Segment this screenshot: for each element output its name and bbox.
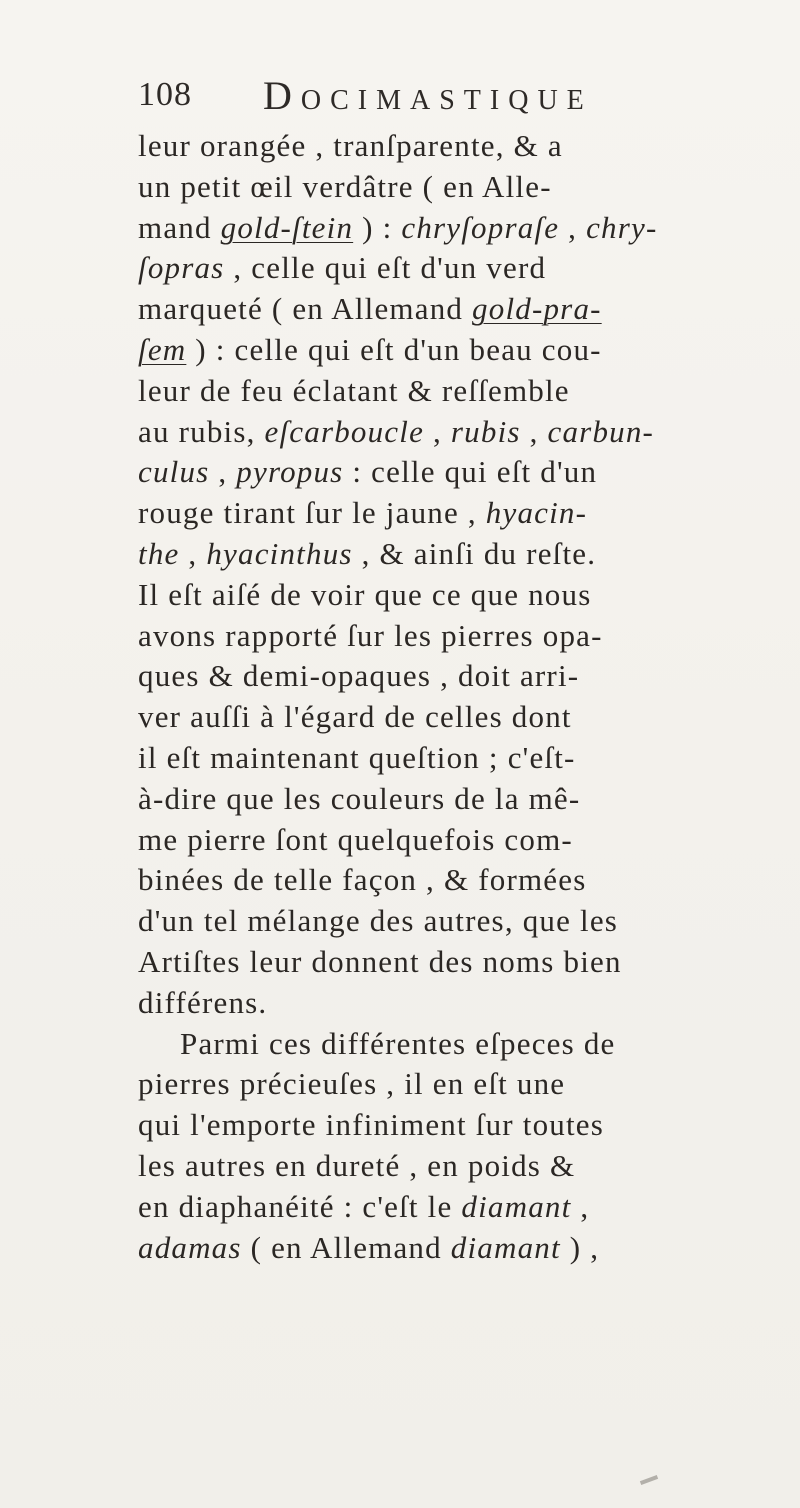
text-line xyxy=(138,208,768,249)
text-run: qui l'emporte infiniment ſur toutes xyxy=(138,1107,605,1143)
italic-term: carbun- xyxy=(547,413,655,449)
italic-term: ſem xyxy=(138,331,187,367)
text-run: marqueté ( en Allemand xyxy=(138,291,473,327)
text-run: en diaphanéité : c'eſt le xyxy=(138,1188,462,1224)
text-run: avons rapporté ſur les pierres opa- xyxy=(138,617,603,653)
text-run: , xyxy=(559,209,587,245)
text-run: , xyxy=(520,413,548,449)
text-run: , xyxy=(424,413,451,449)
text-run: mand xyxy=(138,209,221,245)
text-line xyxy=(138,779,768,820)
text-line xyxy=(138,126,768,167)
text-run: Artiſtes leur donnent des noms bien xyxy=(138,943,622,979)
italic-term: diamant xyxy=(461,1188,572,1224)
text-line xyxy=(138,493,768,534)
text-line xyxy=(138,616,768,657)
text-run: ) : celle qui eſt d'un beau cou- xyxy=(186,331,602,367)
italic-term: adamas xyxy=(138,1229,242,1265)
italic-term: culus xyxy=(138,454,210,490)
text-line xyxy=(138,1228,768,1269)
text-run: au rubis, xyxy=(138,413,265,449)
text-run: leur orangée , tranſparente, & a xyxy=(138,128,563,163)
text-line xyxy=(138,534,768,575)
text-line xyxy=(138,1105,768,1146)
text-line xyxy=(138,697,768,738)
text-run: d'un tel mélange des autres, que les xyxy=(138,903,619,939)
text-run: différens. xyxy=(138,984,268,1020)
text-line xyxy=(138,1187,768,1228)
text-run: à-dire que les couleurs de la mê- xyxy=(138,780,581,816)
italic-term: chry- xyxy=(586,209,658,245)
italic-term: gold-ſtein xyxy=(220,209,354,245)
text-run: , & ainſi du reſte. xyxy=(352,535,597,571)
text-run: Parmi ces différentes eſpeces de xyxy=(180,1025,616,1061)
text-run: ver auſſi à l'égard de celles dont xyxy=(138,699,572,735)
text-line xyxy=(138,820,768,861)
text-run: rouge tirant ſur le jaune , xyxy=(138,495,486,531)
text-line xyxy=(138,167,768,208)
italic-term: hyacinthus xyxy=(206,535,353,571)
text-line xyxy=(138,248,768,289)
text-line xyxy=(138,1024,768,1065)
page-header xyxy=(138,70,698,120)
running-title: Docimastique xyxy=(263,73,593,118)
text-run: pierres précieuſes , il en eſt une xyxy=(138,1066,566,1102)
text-run: : celle qui eſt d'un xyxy=(343,454,598,490)
text-line xyxy=(138,1146,768,1187)
text-line xyxy=(138,656,768,697)
italic-term: pyropus xyxy=(236,454,344,490)
text-run: il eſt maintenant queſtion ; c'eſt- xyxy=(138,739,576,775)
italic-term: gold-pra- xyxy=(472,291,602,327)
text-run: leur de feu éclatant & reſſemble xyxy=(138,372,570,408)
text-run: , celle qui eſt d'un verd xyxy=(224,250,547,286)
text-line xyxy=(138,330,768,371)
italic-term: eſcarboucle xyxy=(264,413,425,449)
text-run: , xyxy=(209,454,237,490)
text-line xyxy=(138,289,768,330)
page-number: 108 xyxy=(138,76,192,113)
body-text xyxy=(138,126,768,1268)
text-line xyxy=(138,412,768,453)
text-line xyxy=(138,983,768,1024)
text-run: ) : xyxy=(353,209,402,245)
text-line xyxy=(138,1064,768,1105)
text-run: me pierre ſont quelquefois com- xyxy=(138,821,573,857)
text-line xyxy=(138,860,768,901)
text-line xyxy=(138,942,768,983)
text-line xyxy=(138,738,768,779)
italic-term: hyacin- xyxy=(485,495,588,531)
text-line xyxy=(138,371,768,412)
italic-term: ſopras xyxy=(138,250,225,286)
italic-term: diamant xyxy=(450,1229,561,1265)
text-run: ) , xyxy=(560,1229,600,1265)
text-line xyxy=(138,452,768,493)
italic-term: chryſopraſe xyxy=(401,209,560,245)
text-run: les autres en dureté , en poids & xyxy=(138,1147,576,1183)
ink-smudge xyxy=(640,1475,658,1485)
text-run: ques & demi-opaques , doit arri- xyxy=(138,658,580,694)
italic-term: the xyxy=(138,535,180,571)
text-run: ( en Allemand xyxy=(241,1229,451,1265)
italic-term: rubis xyxy=(450,413,521,449)
text-line xyxy=(138,575,768,616)
text-run: , xyxy=(179,535,207,571)
text-run: un petit œil verdâtre ( en Alle- xyxy=(138,168,552,204)
text-run: Il eſt aiſé de voir que ce que nous xyxy=(138,576,592,612)
text-run: binées de telle façon , & formées xyxy=(138,862,587,898)
text-run: , xyxy=(571,1188,590,1224)
text-line xyxy=(138,901,768,942)
